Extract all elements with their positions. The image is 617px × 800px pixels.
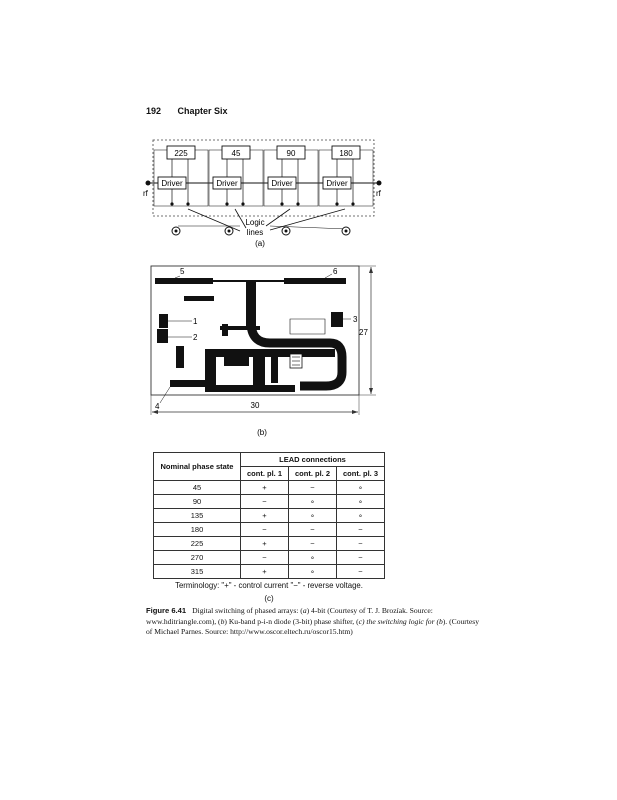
- connection-cell: ∘: [337, 481, 385, 495]
- figure-label: Figure 6.41: [146, 606, 187, 615]
- callout-1: 1: [193, 317, 198, 326]
- dimension-height: 27: [359, 328, 368, 337]
- phase-state-cell: 315: [154, 565, 241, 579]
- table-row: [154, 551, 385, 565]
- subheader-cont-pl-3: cont. pl. 3: [337, 467, 385, 481]
- figure-caption: [146, 606, 486, 638]
- connection-cell: −: [289, 523, 337, 537]
- rf-right-label: rf: [376, 189, 381, 198]
- lead-connections-table: [153, 452, 385, 579]
- lines-label: lines: [246, 228, 264, 237]
- header-lead-connections: LEAD connections: [241, 453, 385, 467]
- callout-3: 3: [353, 315, 358, 324]
- driver-label: Driver: [326, 179, 348, 188]
- phase-state-cell: 90: [154, 495, 241, 509]
- table-row: [154, 481, 385, 495]
- connection-cell: −: [289, 481, 337, 495]
- phase-state-cell: 45: [154, 481, 241, 495]
- driver-label: Driver: [161, 179, 183, 188]
- connection-cell: ∘: [337, 495, 385, 509]
- callout-5: 5: [180, 267, 185, 276]
- phase-state-cell: 270: [154, 551, 241, 565]
- callout-4: 4: [155, 402, 160, 411]
- connection-cell: ∘: [337, 509, 385, 523]
- callout-6: 6: [333, 267, 338, 276]
- connection-cell: −: [337, 537, 385, 551]
- logic-label: Logic: [245, 218, 265, 227]
- table-row: [154, 495, 385, 509]
- page-number: 192: [146, 106, 162, 116]
- connection-cell: −: [289, 537, 337, 551]
- figure-a-block-diagram: [140, 136, 390, 251]
- terminology-note: Terminology: "+" - control current "−" - reverse voltage.: [175, 581, 363, 590]
- connection-cell: ∘: [289, 565, 337, 579]
- bit-label-225: 225: [174, 149, 188, 158]
- connection-cell: −: [337, 523, 385, 537]
- table-row: [154, 537, 385, 551]
- caption-text-6: c: [358, 616, 362, 626]
- caption-text-2: a: [302, 606, 307, 615]
- caption-text-8: b: [438, 616, 443, 626]
- phase-state-cell: 135: [154, 509, 241, 523]
- caption-text-4: b: [220, 616, 225, 626]
- table-row: [154, 565, 385, 579]
- connection-cell: +: [241, 481, 289, 495]
- connection-cell: +: [241, 537, 289, 551]
- caption-text-7: ) the switching logic for (: [362, 616, 439, 626]
- connection-cell: ∘: [289, 495, 337, 509]
- bit-label-180: 180: [339, 149, 353, 158]
- header-phase-state: Nominal phase state: [154, 453, 241, 481]
- connection-cell: −: [241, 495, 289, 509]
- sublabel-c: (c): [264, 594, 274, 603]
- sublabel-b: (b): [257, 428, 267, 437]
- phase-state-cell: 180: [154, 523, 241, 537]
- phase-state-cell: 225: [154, 537, 241, 551]
- rf-left-label: rf: [143, 189, 148, 198]
- driver-label: Driver: [271, 179, 293, 188]
- caption-text-9: ). (Courtesy of Michael Parnes. Source: http://www.oscor.eltech.ru/oscor15.htm): [146, 616, 480, 636]
- table-row: [154, 509, 385, 523]
- bit-label-45: 45: [231, 149, 241, 158]
- connection-cell: ∘: [289, 551, 337, 565]
- connection-cell: −: [241, 523, 289, 537]
- connection-cell: −: [337, 551, 385, 565]
- caption-text-5: ) Ku-band p-i-n diode (3-bit) phase shifter, (: [224, 616, 359, 626]
- caption-text-1: Digital switching of phased arrays: (: [192, 606, 303, 615]
- connection-cell: +: [241, 509, 289, 523]
- subheader-cont-pl-1: cont. pl. 1: [241, 467, 289, 481]
- bit-label-90: 90: [286, 149, 296, 158]
- driver-label: Driver: [216, 179, 238, 188]
- sublabel-a: (a): [255, 239, 265, 248]
- callout-2: 2: [193, 333, 198, 342]
- connection-cell: −: [241, 551, 289, 565]
- dimension-width: 30: [250, 401, 260, 410]
- connection-cell: +: [241, 565, 289, 579]
- connection-cell: ∘: [289, 509, 337, 523]
- figure-b-layout: [140, 262, 390, 442]
- caption-text-3: ) 4-bit (Courtesy of T. J. Brozíak. Source: www.hditriangle.com), (: [146, 606, 433, 626]
- chapter-title: Chapter Six: [177, 106, 228, 116]
- page-header: [146, 106, 228, 116]
- subheader-cont-pl-2: cont. pl. 2: [289, 467, 337, 481]
- connection-cell: −: [337, 565, 385, 579]
- table-row: [154, 523, 385, 537]
